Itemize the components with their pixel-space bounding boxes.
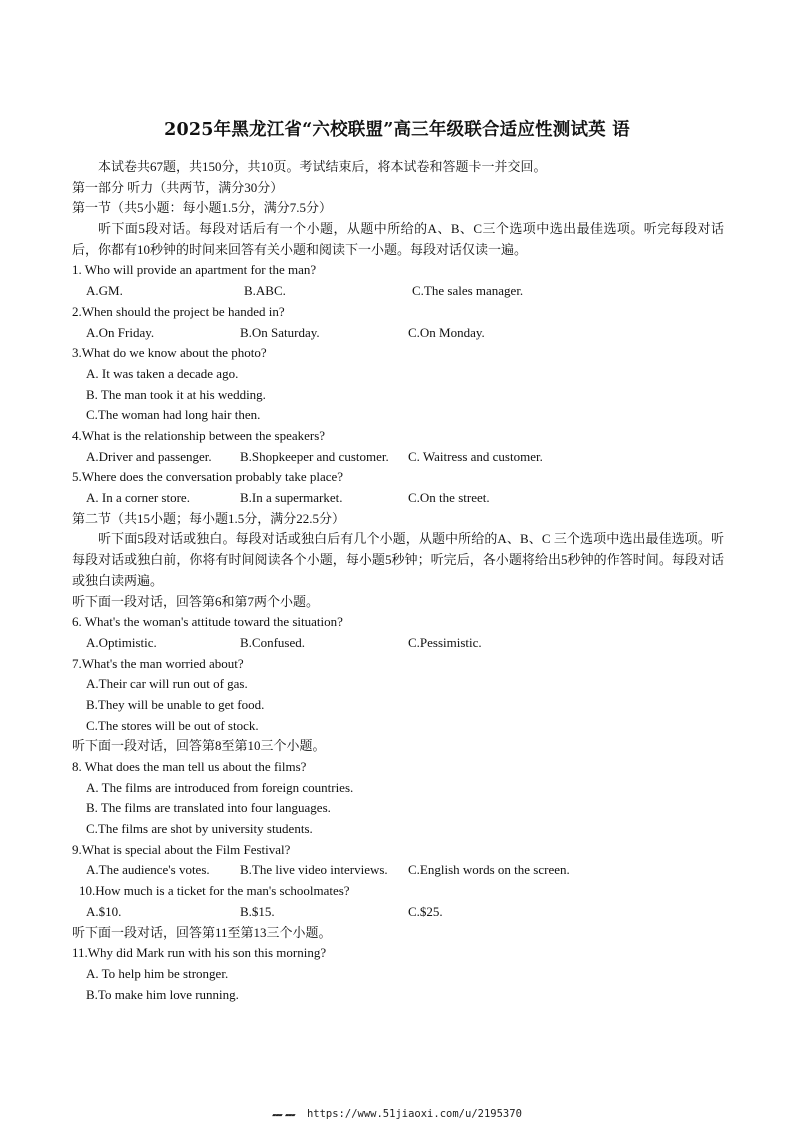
- question-10-options: [72, 902, 724, 923]
- question-5-options: [72, 488, 724, 509]
- option-b: B. The films are translated into four languages.: [86, 800, 331, 816]
- question-5-stem: 5.Where does the conversation probably take place?: [72, 469, 344, 485]
- option-c: C.$25.: [408, 903, 443, 919]
- page-footer: [0, 1104, 794, 1126]
- question-1-options: [72, 281, 724, 302]
- option-b: B.Confused.: [240, 634, 305, 650]
- dialog-8-instruction: 听下面一段对话，回答第8至第10三个小题。: [72, 738, 326, 754]
- question-4-options: [72, 447, 724, 468]
- page-title: 2025年黑龙江省“六校联盟”高三年级联合适应性测试英 语: [164, 120, 630, 140]
- dialog-6-instruction: 听下面一段对话，回答第6和第7两个小题。: [72, 593, 320, 609]
- option-c: C.English words on the screen.: [408, 862, 570, 878]
- question-3-stem: 3.What do we know about the photo?: [72, 345, 267, 361]
- exam-body: [72, 157, 724, 1005]
- question-7-stem: 7.What's the man worried about?: [72, 655, 244, 671]
- section1-heading: 第一节（共5小题：每小题1.5分，满分7.5分）: [72, 200, 333, 216]
- option-c: C.On Monday.: [408, 324, 485, 340]
- option-b: B.They will be unable to get food.: [86, 696, 265, 712]
- question-9-options: [72, 860, 724, 881]
- option-b: B.On Saturday.: [240, 324, 320, 340]
- question-6-stem: 6. What's the woman's attitude toward the situation?: [72, 614, 343, 630]
- option-a: A.The audience's votes.: [86, 862, 210, 878]
- question-2-options: [72, 323, 724, 344]
- question-4-stem: 4.What is the relationship between the speakers?: [72, 427, 326, 443]
- option-a: A.Optimistic.: [86, 634, 157, 650]
- option-a: A.$10.: [86, 903, 122, 919]
- intro-text: 本试卷共67题，共150分，共10页。考试结束后，将本试卷和答题卡一并交回。: [98, 159, 547, 174]
- section1-instructions: 听下面5段对话。每段对话后有一个小题，从题中所给的A、B、C三个选项中选出最佳选项。听完每段对话后，你都有10秒钟的时间来回答有关小题和阅读下一小题。每段对话仅读一遍。: [72, 221, 724, 257]
- option-c: C.The woman had long hair then.: [86, 407, 261, 423]
- option-b: B.In a supermarket.: [240, 490, 343, 506]
- option-b: B.$15.: [240, 903, 275, 919]
- option-a: A.Driver and passenger.: [86, 448, 212, 464]
- option-c: C.On the street.: [408, 490, 490, 506]
- section2-heading: 第二节（共15小题；每小题1.5分，满分22.5分）: [72, 510, 346, 526]
- option-a: A.Their car will run out of gas.: [86, 676, 248, 692]
- section2-instructions: 听下面5段对话或独白。每段对话或独白后有几个小题，从题中所给的A、B、C 三个选项中选出最佳选项。听每段对话或独白前，你将有时间阅读各个小题，每小题5秒钟；听完后，各小题将给出5秒钟的作答时间。每段对话或独白读两遍。: [72, 531, 724, 588]
- option-a: A.On Friday.: [86, 324, 155, 340]
- part1-heading: 第一部分 听力（共两节，满分30分）: [72, 179, 284, 195]
- option-c: C.Pessimistic.: [408, 634, 482, 650]
- option-c: C.The sales manager.: [412, 283, 524, 299]
- question-8-stem: 8. What does the man tell us about the films?: [72, 759, 307, 775]
- question-10-stem: 10.How much is a ticket for the man's schoolmates?: [79, 883, 350, 899]
- footer-url[interactable]: https://www.51jiaoxi.com/u/2195370: [306, 1108, 522, 1120]
- option-b: B.ABC.: [244, 283, 286, 299]
- dialog-11-instruction: 听下面一段对话，回答第11至第13三个小题。: [72, 924, 332, 940]
- option-c: C. Waitress and customer.: [408, 448, 543, 464]
- question-1-stem: 1. Who will provide an apartment for the man?: [72, 262, 317, 278]
- watermark-mark: ▰▰▰ ▰▰▰: [272, 1111, 295, 1119]
- option-c: C.The stores will be out of stock.: [86, 717, 259, 733]
- question-9-stem: 9.What is special about the Film Festival?: [72, 841, 291, 857]
- option-a: A. In a corner store.: [86, 490, 190, 506]
- question-6-options: [72, 633, 724, 654]
- option-b: B. The man took it at his wedding.: [86, 386, 266, 402]
- option-c: C.The films are shot by university students.: [86, 821, 313, 837]
- option-a: A. The films are introduced from foreign countries.: [86, 779, 354, 795]
- option-b: B.To make him love running.: [86, 986, 239, 1002]
- option-b: B.The live video interviews.: [240, 862, 388, 878]
- option-a: A. To help him be stronger.: [86, 965, 229, 981]
- question-11-stem: 11.Why did Mark run with his son this morning?: [72, 945, 327, 961]
- option-a: A. It was taken a decade ago.: [86, 365, 239, 381]
- question-2-stem: 2.When should the project be handed in?: [72, 303, 285, 319]
- option-b: B.Shopkeeper and customer.: [240, 448, 389, 464]
- option-a: A.GM.: [86, 283, 123, 299]
